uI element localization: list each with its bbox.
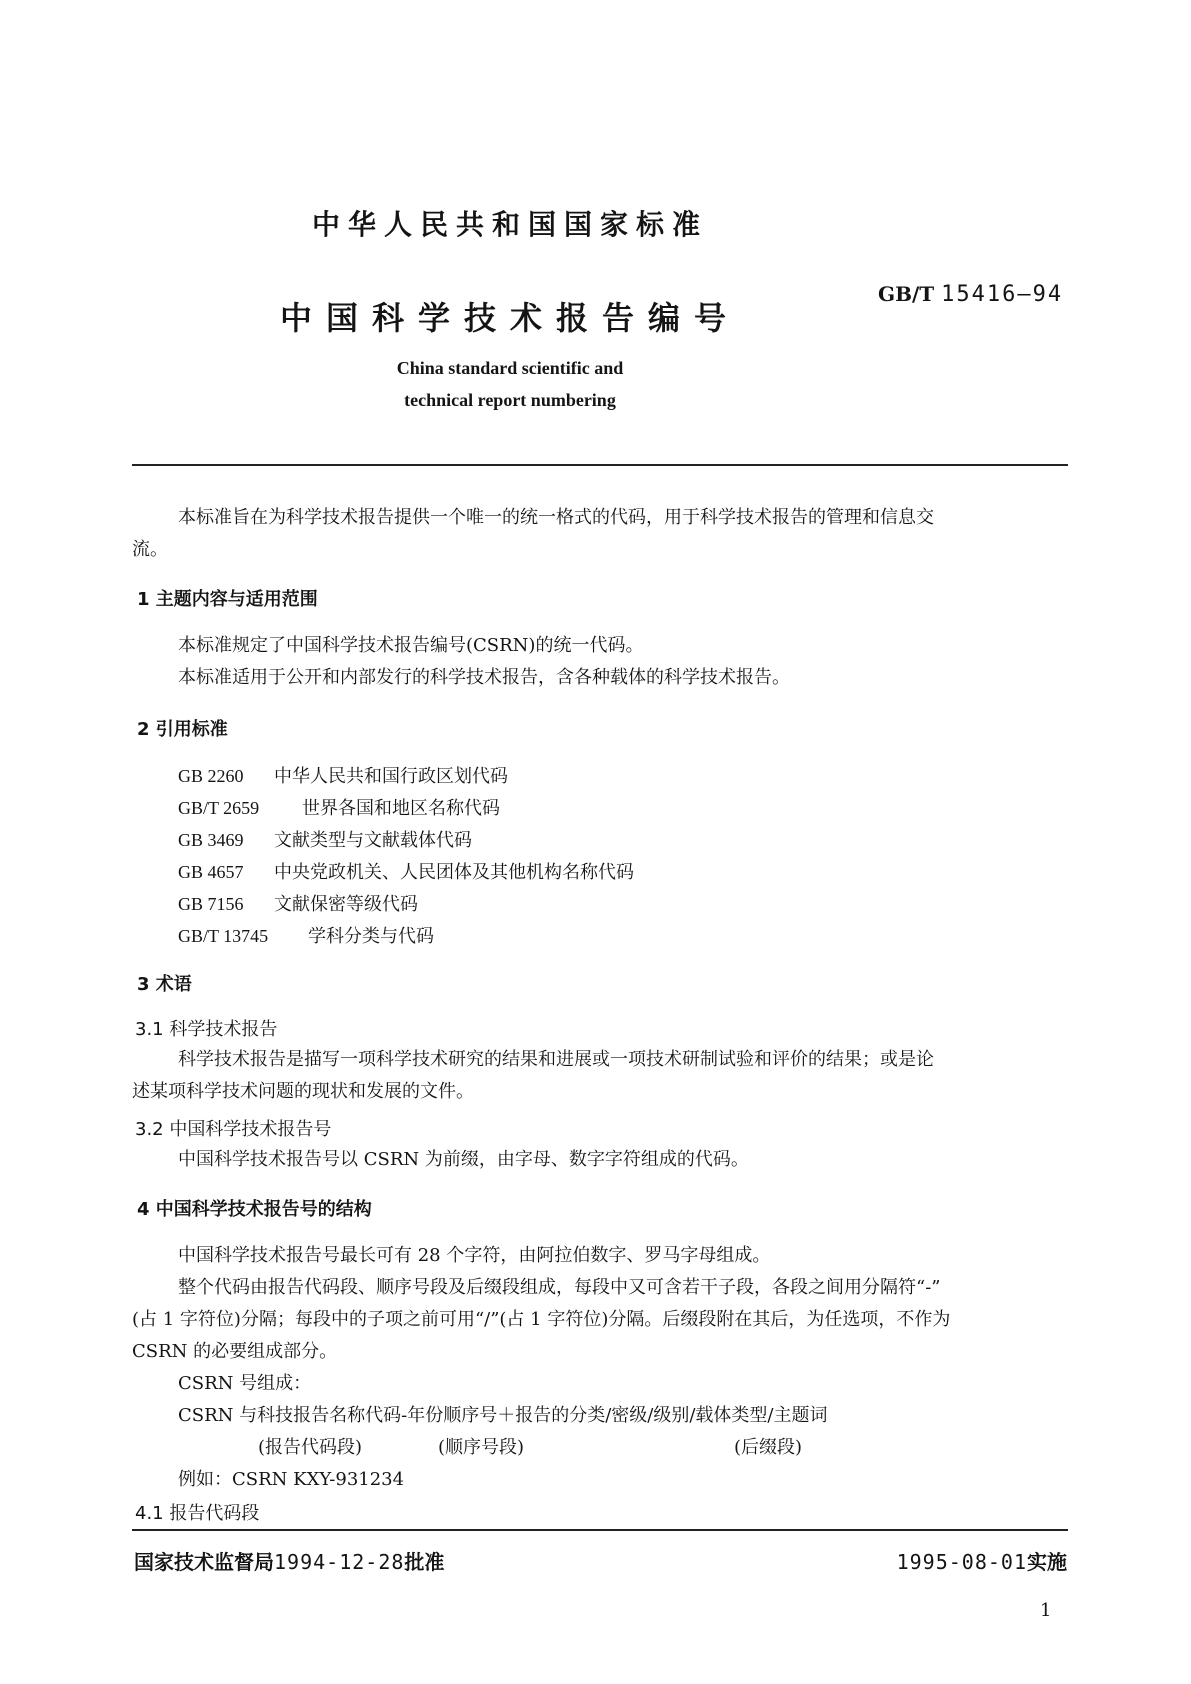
section1-para1: 本标准规定了中国科学技术报告编号(CSRN)的统一代码。 — [178, 635, 644, 656]
reference-name: 学科分类与代码 — [308, 926, 434, 947]
reference-item — [178, 760, 508, 793]
reference-name: 世界各国和地区名称代码 — [302, 798, 500, 819]
approval-word: 批准 — [404, 1550, 445, 1574]
section4-para2-line2: (占 1 字符位)分隔；每段中的子项之前可用“/”(占 1 字符位)分隔。后缀段附在其后，为任选项，不作为 — [132, 1309, 951, 1330]
reference-code: GB 4657 — [178, 862, 244, 882]
intro-line1: 本标准旨在为科学技术报告提供一个唯一的统一格式的代码，用于科学技术报告的管理和信息交 — [178, 507, 934, 528]
standard-code: 15416—94 — [941, 282, 1064, 307]
reference-item — [178, 824, 472, 857]
standard-number — [878, 282, 1063, 307]
subsection-3-2-line1: 中国科学技术报告号以 CSRN 为前缀，由字母、数字字符组成的代码。 — [178, 1149, 749, 1170]
composition-formula: CSRN 与科技报告名称代码-年份顺序号＋报告的分类/密级/级别/载体类型/主题词 — [178, 1405, 828, 1426]
reference-item — [178, 792, 500, 825]
effective-line — [897, 1546, 1067, 1575]
reference-code: GB/T 2659 — [178, 798, 260, 818]
reference-item — [178, 888, 418, 921]
composition-label: CSRN 号组成： — [178, 1373, 312, 1394]
approval-line — [134, 1546, 444, 1575]
english-title-line2: technical report numbering — [404, 390, 616, 410]
example: 例如：CSRN KXY-931234 — [178, 1469, 405, 1490]
section1-para2: 本标准适用于公开和内部发行的科学技术报告，含各种载体的科学技术报告。 — [178, 667, 790, 688]
footer-divider — [132, 1529, 1068, 1531]
reference-code: GB 7156 — [178, 894, 244, 914]
document-title: 中国科学技术报告编号 — [279, 299, 740, 337]
section4-para2-line1: 整个代码由报告代码段、顺序号段及后缀段组成，每段中又可含若干子段，各段之间用分隔符“-” — [178, 1277, 941, 1298]
segment-report-code: (报告代码段) — [258, 1437, 363, 1458]
subsection-4-1-title: 4.1 报告代码段 — [135, 1503, 260, 1524]
reference-code: GB 3469 — [178, 830, 244, 850]
reference-name: 中华人民共和国行政区划代码 — [274, 766, 508, 787]
reference-name: 文献类型与文献载体代码 — [274, 830, 472, 851]
header-divider — [132, 464, 1068, 466]
reference-item — [178, 856, 634, 889]
reference-code: GB 2260 — [178, 766, 244, 786]
approval-date: 1994-12-28 — [274, 1550, 405, 1574]
section4-heading: 4 中国科学技术报告号的结构 — [137, 1199, 372, 1220]
reference-name: 文献保密等级代码 — [274, 894, 418, 915]
section4-para2-line3: CSRN 的必要组成部分。 — [132, 1341, 338, 1362]
english-title-line1: China standard scientific and — [396, 358, 624, 378]
intro-line2: 流。 — [132, 539, 168, 560]
standard-prefix: GB/T — [878, 282, 935, 306]
section3-heading: 3 术语 — [137, 974, 192, 995]
subsection-3-1-line1: 科学技术报告是描写一项科学技术研究的结果和进展或一项技术研制试验和评价的结果；或是论 — [178, 1049, 934, 1070]
subsection-3-1-title: 3.1 科学技术报告 — [135, 1019, 278, 1040]
subsection-3-2-title: 3.2 中国科学技术报告号 — [135, 1119, 332, 1140]
segment-suffix: (后缀段) — [734, 1437, 803, 1458]
approval-org: 国家技术监督局 — [134, 1550, 274, 1574]
section4-para1: 中国科学技术报告号最长可有 28 个字符，由阿拉伯数字、罗马字母组成。 — [178, 1245, 771, 1266]
reference-item — [178, 920, 434, 953]
effective-word: 实施 — [1027, 1550, 1067, 1574]
reference-code: GB/T 13745 — [178, 926, 269, 946]
issuing-organization: 中华人民共和国国家标准 — [311, 208, 708, 241]
segment-sequence: (顺序号段) — [438, 1437, 525, 1458]
page-number: 1 — [1040, 1600, 1052, 1621]
reference-name: 中央党政机关、人民团体及其他机构名称代码 — [274, 862, 634, 883]
subsection-3-1-line2: 述某项科学技术问题的现状和发展的文件。 — [132, 1081, 474, 1102]
section1-heading: 1 主题内容与适用范围 — [137, 589, 318, 610]
section2-heading: 2 引用标准 — [137, 719, 228, 740]
effective-date: 1995-08-01 — [896, 1550, 1027, 1574]
